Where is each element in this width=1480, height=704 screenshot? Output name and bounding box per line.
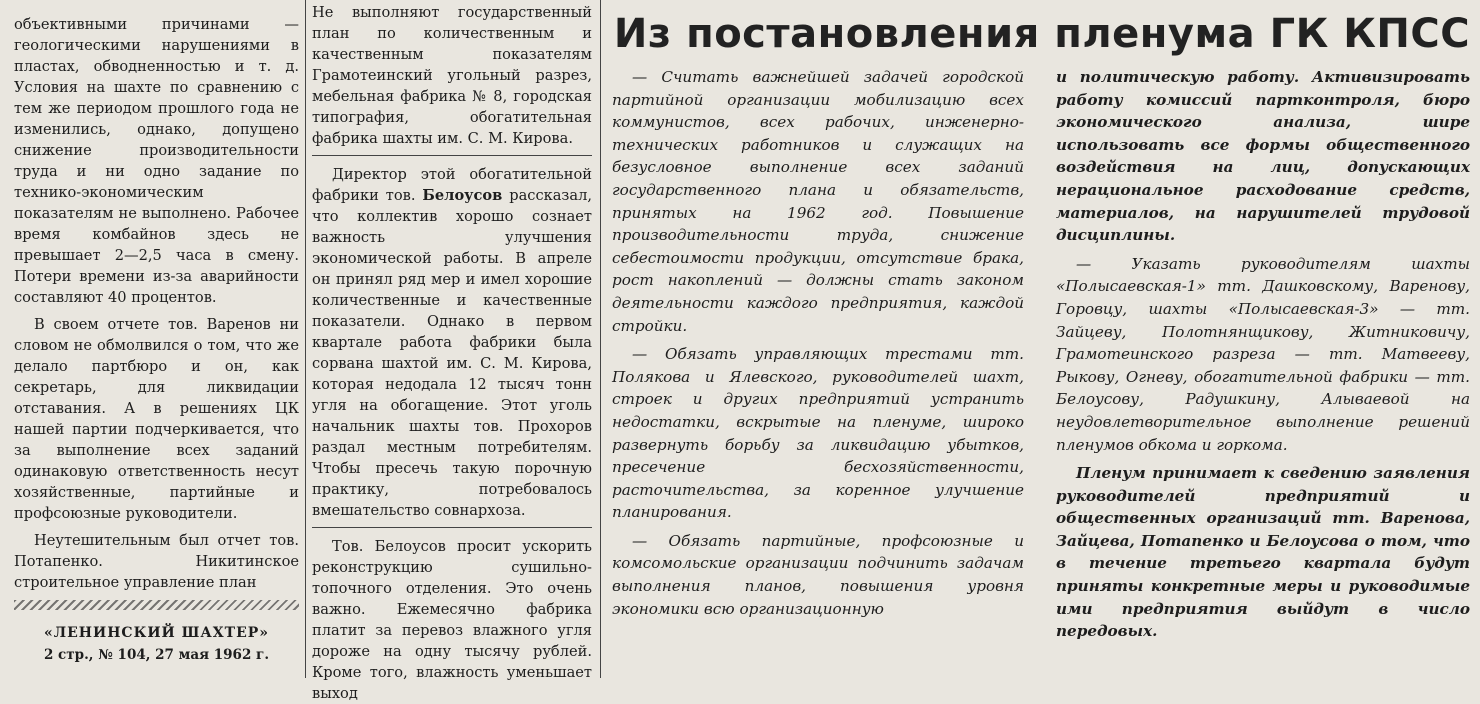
person-name: Белоусов <box>422 187 503 204</box>
text-run: рассказал, что коллектив хорошо сознает важность улучшения экономической работы. В апреле он принял ряд мер и имел хорошие количественные и качественные показатели. Однако в первом квартале работа фабрики была сорвана шахтой им. С. М. Кирова, которая недодала 12 тысяч тонн угля на обогащение. Этот уголь начальник шахты тов. Прохоров раздал местным потребителям. Чтобы пресечь такую порочную практику, потребовалось вмешательство совнархоза. <box>312 187 593 519</box>
decorative-divider <box>14 600 299 610</box>
paragraph: В своем отчете тов. Варенов ни словом не обмолвился о том, что же делало партбюро и он, как секретарь, для ликвидации отставания. А в решениях ЦК нашей партии подчеркивается, что за выполнение всех заданий одинаковую ответственность несут хозяйственные, партийные и профсоюзные руководители. <box>14 316 299 522</box>
paragraph-rule <box>312 155 592 156</box>
resolution-column-1 <box>612 66 1024 678</box>
paragraph: объективными причинами — геологическими нарушениями в пластах, обводненностью и т. д. Условия на шахте по сравнению с тем же периодом прошлого года не изменились, однако, допущено снижение производительности труда и ни одно задание по технико-экономическим показателям не выполнено. Рабочее время комбайнов здесь не превышает 2—2,5 часа в смену. Потери времени из-за аварийности составляют 40 процентов. <box>14 16 299 306</box>
column-rule <box>600 0 601 678</box>
paragraph: — Указать руководителям шахты «Полысаевская-1» тт. Дашковскому, Варенову, Горовцу, шахты «Полысаевская-3» — тт. Зайцеву, Полотнянщикову, Житниковичу, Грамотеинского разреза — тт. Матвееву, Рыкову, Огневу, обогатительной фабрики — тт. Белоусову, Радушкину, Алываевой на неудовлетворительное выполнение решений пленумов обкома и горкома. <box>1056 254 1470 454</box>
headline: Из постановления пленума ГК КПСС <box>613 11 1471 57</box>
newspaper-footer <box>14 600 299 666</box>
text-run: Директор этой обогатительной фабрики тов. <box>312 166 592 204</box>
paragraph: Пленум принимает к сведению заявления руководителей предприятий и общественных организаций тт. Варенова, Зайцева, Потапенко и Белоусова о том, что в течение третьего квартала будут приняты конкретные меры и руководимые ими предприятия выйдут в число передовых. <box>1056 464 1470 641</box>
paragraph: Неутешительным был отчет тов. Потапенко. Никитинское строительное управление план <box>14 532 299 591</box>
paragraph: Не выполняют государственный план по количественным и качественным показателям Грамотеинский угольный разрез, мебельная фабрика № 8, городская типография, обогатительная фабрика шахты им. С. М. Кирова. <box>312 4 592 147</box>
paragraph: и политическую работу. Активизировать работу комиссий партконтроля, бюро экономического анализа, шире использовать все формы общественного воздействия на лиц, допускающих нерациональное расходование средств, материалов, на нарушителей трудовой дисциплины. <box>1056 68 1470 245</box>
paragraph: — Считать важнейшей задачей городской партийной организации мобилизацию всех коммунистов, всех рабочих, инженерно-технических работников и служащих на безусловное выполнение всех заданий государственного плана и обязательств, принятых на 1962 год. Повышение производительности труда, снижение себестоимости продукции, отсутствие брака, рост накоплений — должны стать законом деятельности каждого предприятия, каждой стройки. <box>612 68 1024 335</box>
paragraph-rule <box>312 527 592 528</box>
paragraph: — Обязать партийные, профсоюзные и комсомольские организации подчинить задачам выполнения планов, повышения уровня экономики всю организационную <box>612 531 1024 618</box>
article-column-1 <box>14 14 299 678</box>
column-rule <box>305 0 306 678</box>
newspaper-name: «ЛЕНИНСКИЙ ШАХТЕР» <box>43 625 270 641</box>
article-column-2 <box>312 2 593 702</box>
paragraph <box>312 164 592 521</box>
resolution-column-2 <box>1056 66 1470 678</box>
paragraph: — Обязать управляющих трестами тт. Полякова и Ялевского, руководителей шахт, строек и других предприятий устранить недостатки, вскрытые на пленуме, широко развернуть борьбу за ликвидацию убытков, пресечение бесхозяйственности, расточительства, за коренное улучшение планирования. <box>612 345 1024 522</box>
paragraph: Тов. Белоусов просит ускорить реконструкцию сушильно-топочного отделения. Это очень важно. Ежемесячно фабрика платит за перевоз влажного угля дороже на одну тысячу рублей. Кроме того, влажность уменьшает выход <box>312 538 592 702</box>
issue-info: 2 стр., № 104, 27 мая 1962 г. <box>43 647 270 663</box>
